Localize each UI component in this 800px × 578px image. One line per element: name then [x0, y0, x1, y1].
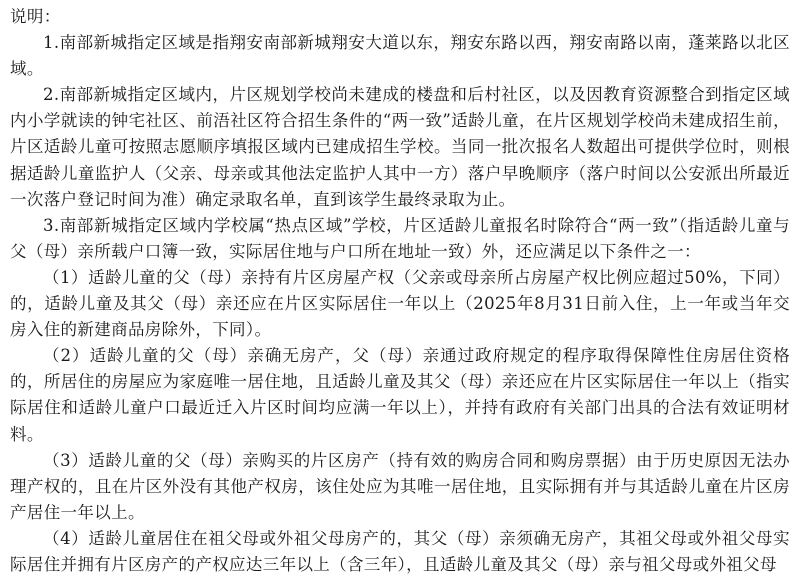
condition-2: （2）适龄儿童的父（母）亲确无房产，父（母）亲通过政府规定的程序取得保障性住房居住资格的，所居住的房屋应为家庭唯一居住地，且适龄儿童及其父（母）亲还应在片区实际居住一年以上（指实际居住和适龄儿童户口最近迁入片区时间均应满一年以上），并持有政府有关部门出具的合法有效证明材料。	[10, 346, 790, 444]
condition-3: （3）适龄儿童的父（母）亲购买的片区房产（持有效的购房合同和购房票据）由于历史原因无法办理产权的，且在片区外没有其他产权房，该住处应为其唯一居住地，且实际拥有并与其适龄儿童在片区房产居住一年以上。	[10, 450, 790, 522]
paragraph-2: 2.南部新城指定区域内，片区规划学校尚未建成的楼盘和后村社区，以及因教育资源整合到指定区域内小学就读的钟宅社区、前浯社区符合招生条件的“两一致”适龄儿童，在片区规划学校尚未建成招生前，片区适龄儿童可按照志愿顺序填报区域内已建成招生学校。当同一批次报名人数超出可提供学位时，则根据适龄儿童监护人（父亲、母亲或其他法定监护人其中一方）落户早晚顺序（落户时间以公安派出所最近一次落户登记时间为准）确定录取名单，直到该学生最终录取为止。	[10, 85, 790, 209]
paragraph-3: 3.南部新城指定区域内学校属“热点区域”学校，片区适龄儿童报名时除符合“两一致”（指适龄儿童与父（母）亲所载户口簿一致，实际居住地与户口所在地址一致）外，还应满足以下条件之一：	[10, 215, 790, 261]
document-heading: 说明：	[10, 7, 61, 26]
condition-4: （4）适龄儿童居住在祖父母或外祖父母房产的，其父（母）亲须确无房产，其祖父母或外祖父母实际居住并拥有片区房产的产权应达三年以上（含三年），且适龄儿童及其父（母）亲与祖父母或外祖父母	[10, 528, 790, 574]
condition-1: （1）适龄儿童的父（母）亲持有片区房屋产权（父亲或母亲所占房屋产权比例应超过50%，下同）的，适龄儿童及其父（母）亲还应在片区实际居住一年以上（2025年8月31日前入住，上一年或当年交房入住的新建商品房除外，下同）。	[10, 267, 790, 340]
paragraph-1: 1.南部新城指定区域是指翔安南部新城翔安大道以东，翔安东路以西，翔安南路以南，蓬莱路以北区域。	[10, 33, 790, 79]
